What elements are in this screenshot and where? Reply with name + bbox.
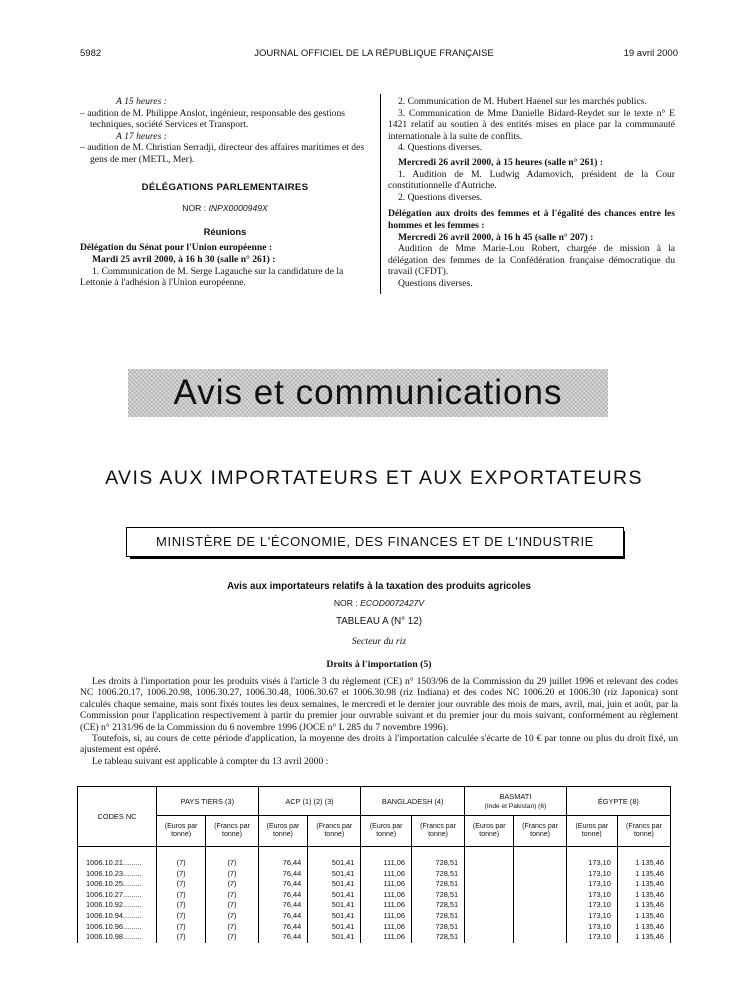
nor-label: NOR : <box>333 598 361 608</box>
value-cell <box>465 922 514 933</box>
value-cell: 76,44 <box>258 911 308 922</box>
value-cell: 501,41 <box>308 932 361 943</box>
value-cell: 728,51 <box>412 932 465 943</box>
value-cell <box>465 911 514 922</box>
value-cell: 501,41 <box>308 922 361 933</box>
nor-reference <box>80 203 370 215</box>
value-cell: (7) <box>206 879 258 890</box>
nor-code: INPX0000949X <box>208 203 268 214</box>
value-cell: 76,44 <box>258 900 308 911</box>
value-cell: 1 135,46 <box>617 869 670 880</box>
value-cell: 111,06 <box>361 890 412 901</box>
meeting-date: Mardi 25 avril 2000, à 16 h 30 (salle n° 261) : <box>92 253 276 265</box>
agenda-item: 1. Communication de M. Serge Lagauche sur la candidature de la Lettonie à l'adhésion à l'Union européenne. <box>80 265 344 289</box>
value-cell: 173,10 <box>566 932 617 943</box>
value-cell <box>514 911 566 922</box>
value-cell: (7) <box>157 900 206 911</box>
meeting-date: Mercredi 26 avril 2000, à 15 heures (salle n° 261) : <box>398 156 604 168</box>
value-cell: 728,51 <box>412 869 465 880</box>
agenda-item: Audition de Mme Marie-Lou Robert, chargée de mission à la délégation des femmes de la Confédération française démocratique du travail (CFDT). <box>388 243 675 278</box>
value-cell: 501,41 <box>308 879 361 890</box>
value-cell: 173,10 <box>566 922 617 933</box>
code-cell: 1006.10.25......... <box>78 879 157 890</box>
section-banner <box>128 369 608 417</box>
spacer-row <box>78 847 671 859</box>
tableau-title: TABLEAU A (N° 12) <box>336 616 422 627</box>
value-cell: (7) <box>206 858 258 869</box>
code-cell: 1006.10.94......... <box>78 911 157 922</box>
value-cell <box>465 879 514 890</box>
group-header-acp: ACP (1) (2) (3) <box>258 787 361 816</box>
main-heading: AVIS AUX IMPORTATEURS ET AUX EXPORTATEURS <box>105 467 643 489</box>
value-cell <box>514 858 566 869</box>
value-cell: 728,51 <box>412 900 465 911</box>
codes-header: CODES NC <box>78 787 157 847</box>
value-cell: 173,10 <box>566 911 617 922</box>
duties-table <box>77 786 671 943</box>
value-cell: 1 135,46 <box>617 858 670 869</box>
value-cell: 501,41 <box>308 911 361 922</box>
unit-euros: (Euros par tonne) <box>258 816 308 847</box>
value-cell: 111,06 <box>361 900 412 911</box>
page-number: 5982 <box>80 48 102 59</box>
code-cell: 1006.10.96......... <box>78 922 157 933</box>
delegation-heading: Délégation du Sénat pour l'Union européenne : <box>80 242 273 254</box>
table-row <box>78 911 671 922</box>
basmati-sublabel: (Inde et Pakistan) (6) <box>484 802 547 810</box>
code-cell: 1006.10.98......... <box>78 932 157 943</box>
value-cell: 728,51 <box>412 911 465 922</box>
value-cell: 111,06 <box>361 879 412 890</box>
duties-heading: Droits à l'importation (5) <box>326 659 432 670</box>
value-cell: 173,10 <box>566 869 617 880</box>
group-header-basmati <box>465 787 567 816</box>
value-cell: 76,44 <box>258 890 308 901</box>
basmati-label: BASMATI <box>499 791 532 801</box>
unit-euros: (Euros par tonne) <box>361 816 412 847</box>
agenda-item: 2. Communication de M. Hubert Haenel sur les marchés publics. <box>398 96 647 107</box>
code-cell: 1006.10.27......... <box>78 890 157 901</box>
section-heading: DÉLÉGATIONS PARLEMENTAIRES <box>141 181 309 193</box>
table-row <box>78 879 671 890</box>
value-cell: 111,06 <box>361 932 412 943</box>
value-cell: 501,41 <box>308 869 361 880</box>
left-column <box>80 96 370 289</box>
table-row <box>78 858 671 869</box>
column-divider <box>380 94 381 294</box>
delegation-heading: Délégation aux droits des femmes et à l'égalité des chances entre les hommes et les femmes : <box>388 208 675 231</box>
unit-euros: (Euros par tonne) <box>157 816 206 847</box>
unit-euros: (Euros par tonne) <box>465 816 514 847</box>
code-cell: 1006.10.23......... <box>78 869 157 880</box>
value-cell: (7) <box>206 869 258 880</box>
value-cell: (7) <box>206 911 258 922</box>
agenda-item: 4. Questions diverses. <box>398 142 483 154</box>
unit-francs: (Francs par tonne) <box>412 816 465 847</box>
value-cell: (7) <box>206 932 258 943</box>
value-cell: 728,51 <box>412 922 465 933</box>
notice-nor <box>80 598 678 608</box>
value-cell: 1 135,46 <box>617 932 670 943</box>
value-cell: 728,51 <box>412 890 465 901</box>
code-cell: 1006.10.92......... <box>78 900 157 911</box>
value-cell: 111,06 <box>361 869 412 880</box>
agenda-item: Questions diverses. <box>398 277 473 289</box>
value-cell: 76,44 <box>258 922 308 933</box>
agenda-item: 2. Questions diverses. <box>398 191 483 203</box>
time-heading: A 15 heures : <box>116 96 167 107</box>
value-cell <box>465 900 514 911</box>
value-cell: (7) <box>157 890 206 901</box>
issue-date: 19 avril 2000 <box>623 48 678 59</box>
value-cell: 76,44 <box>258 879 308 890</box>
value-cell: 501,41 <box>308 858 361 869</box>
table-row <box>78 922 671 933</box>
value-cell: 173,10 <box>566 890 617 901</box>
value-cell <box>465 858 514 869</box>
value-cell: 76,44 <box>258 869 308 880</box>
table-row <box>78 932 671 943</box>
value-cell: 111,06 <box>361 922 412 933</box>
value-cell: (7) <box>157 879 206 890</box>
value-cell: 111,06 <box>361 911 412 922</box>
box-shadow <box>130 557 624 559</box>
value-cell <box>514 922 566 933</box>
value-cell: (7) <box>157 911 206 922</box>
code-cell: 1006.10.21......... <box>78 858 157 869</box>
value-cell: (7) <box>157 932 206 943</box>
group-header-egypte: ÉGYPTE (8) <box>566 787 670 816</box>
unit-francs: (Francs par tonne) <box>206 816 258 847</box>
subsection-heading: Réunions <box>203 225 247 237</box>
value-cell: 173,10 <box>566 900 617 911</box>
unit-euros: (Euros par tonne) <box>566 816 617 847</box>
value-cell: 1 135,46 <box>617 890 670 901</box>
table-body <box>78 858 671 943</box>
sector-title: Secteur du riz <box>351 636 407 647</box>
value-cell: 1 135,46 <box>617 900 670 911</box>
value-cell: 76,44 <box>258 932 308 943</box>
value-cell <box>514 869 566 880</box>
paragraph: Le tableau suivant est applicable à compter du 13 avril 2000 : <box>92 755 329 767</box>
unit-francs: (Francs par tonne) <box>514 816 566 847</box>
paragraph: Toutefois, si, au cours de cette période d'application, la moyenne des droits à l'importation calculée s'écarte de 10 € par tonne ou plus du droit fixé, un ajustement est opéré. <box>80 733 678 756</box>
value-cell <box>514 900 566 911</box>
value-cell: (7) <box>206 890 258 901</box>
table-row <box>78 869 671 880</box>
value-cell <box>465 932 514 943</box>
audition-item: – audition de M. Philippe Anslot, ingénieur, responsable des gestions techniques, société Services et Transport. <box>80 107 346 131</box>
audition-item: – audition de M. Christian Serradji, directeur des affaires maritimes et des gens de mer (METL, Mer). <box>80 142 365 165</box>
journal-title: JOURNAL OFFICIEL DE LA RÉPUBLIQUE FRANÇAISE <box>254 48 494 59</box>
value-cell <box>465 890 514 901</box>
unit-francs: (Francs par tonne) <box>308 816 361 847</box>
value-cell: 1 135,46 <box>617 911 670 922</box>
nor-code: ECOD0072427V <box>360 598 425 608</box>
value-cell: (7) <box>157 869 206 880</box>
value-cell: 173,10 <box>566 858 617 869</box>
value-cell <box>514 932 566 943</box>
time-heading: A 17 heures : <box>116 130 167 142</box>
value-cell: 728,51 <box>412 879 465 890</box>
paragraph: Les droits à l'importation pour les produits visés à l'article 3 du règlement (CE) n° 1503/96 de la Commission du 29 juillet 1996 et relevant des codes NC 1006.20.17, 1006.20.98, 1006.30.27, 1006.30.48, 1006.30.67 et 1006.30.98 (riz Indiana) et des codes NC 1006.20 et 1006.30 (riz Japonica) sont calculés chaque semaine, mais sont fixés toutes les deux semaines, le mercredi et le dernier jour ouvrable des mois de mars, avril, mai, juin et août, par la Commission pour l'application respectivement à partir du premier jour ouvrable suivant et du premier jour du mois suivant, conformément au règlement (CE) n° 2131/96 de la Commission du 6 novembre 1996 (JOCE n° L 285 du 7 novembre 1996). <box>80 676 678 733</box>
agenda-item: 3. Communication de Mme Danielle Bidard-Reydet sur le texte n° E 1421 relatif au soutien à des entités mises en place par la communauté internationale à la suite de conflits. <box>388 107 675 142</box>
table-row <box>78 890 671 901</box>
value-cell: 1 135,46 <box>617 879 670 890</box>
value-cell: 501,41 <box>308 890 361 901</box>
value-cell: 76,44 <box>258 858 308 869</box>
value-cell: 501,41 <box>308 900 361 911</box>
table-row <box>78 900 671 911</box>
value-cell: (7) <box>157 858 206 869</box>
value-cell: (7) <box>206 900 258 911</box>
group-header-bangladesh: BANGLADESH (4) <box>361 787 465 816</box>
value-cell: (7) <box>157 922 206 933</box>
box-shadow <box>623 531 625 559</box>
value-cell: (7) <box>206 922 258 933</box>
value-cell: 111,06 <box>361 858 412 869</box>
group-header-pays-tiers: PAYS TIERS (3) <box>157 787 259 816</box>
unit-francs: (Francs par tonne) <box>617 816 670 847</box>
notice-body <box>80 676 678 767</box>
ministry-box <box>126 527 624 557</box>
banner-title: Avis et communications <box>173 373 563 412</box>
nor-label: NOR : <box>182 203 209 214</box>
value-cell: 1 135,46 <box>617 922 670 933</box>
value-cell: 728,51 <box>412 858 465 869</box>
notice-title: Avis aux importateurs relatifs à la taxation des produits agricoles <box>227 581 531 592</box>
value-cell: 173,10 <box>566 879 617 890</box>
meeting-date: Mercredi 26 avril 2000, à 16 h 45 (salle n° 207) : <box>398 231 594 243</box>
ministry-name: MINISTÈRE DE L'ÉCONOMIE, DES FINANCES ET DE L'INDUSTRIE <box>156 534 594 549</box>
right-column <box>388 96 675 290</box>
value-cell <box>465 869 514 880</box>
agenda-item: 1. Audition de M. Ludwig Adamovich, président de la Cour constitutionnelle d'Autriche. <box>388 168 675 192</box>
value-cell <box>514 890 566 901</box>
value-cell <box>514 879 566 890</box>
